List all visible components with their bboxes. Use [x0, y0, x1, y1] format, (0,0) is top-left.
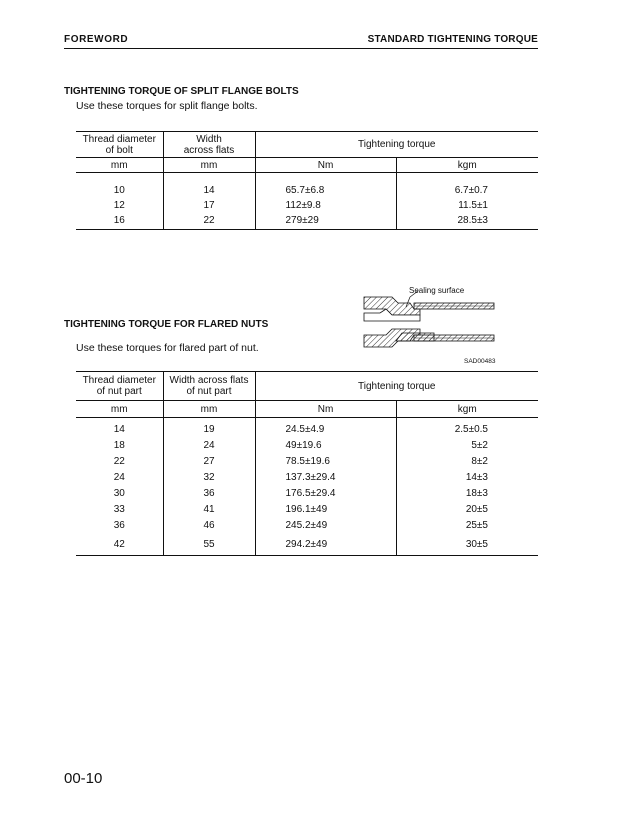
- cell-diameter: 33: [113, 504, 125, 515]
- cell-kgm: 25±5: [396, 518, 538, 534]
- cell-width: 36: [163, 486, 255, 502]
- cell-diameter: 30: [113, 488, 125, 499]
- table-row: [76, 213, 538, 230]
- cell-width: 17: [163, 198, 255, 213]
- table-header-row: [76, 372, 538, 401]
- header-line: Thread diameter: [82, 375, 156, 386]
- cell-kgm: 30±5: [396, 534, 538, 556]
- table-row: [76, 198, 538, 213]
- col-tightening-torque: Tightening torque: [255, 372, 538, 401]
- header-title: STANDARD TIGHTENING TORQUE: [367, 34, 538, 45]
- header-section: FOREWORD: [64, 34, 129, 45]
- cell-diameter: 36: [113, 520, 125, 531]
- cell-nm: 294.2±49: [255, 534, 396, 556]
- table-row: [76, 486, 538, 502]
- cell-nm: 196.1±49: [255, 502, 396, 518]
- table-row: [76, 454, 538, 470]
- cell-nm: 49±19.6: [255, 438, 396, 454]
- unit-cell: Nm: [255, 158, 396, 173]
- cell-kgm: 2.5±0.5: [396, 422, 538, 438]
- unit-cell: mm: [163, 158, 255, 173]
- sealing-surface-label: Sealing surface: [409, 286, 465, 295]
- cell-width: 41: [163, 502, 255, 518]
- cell-width: 19: [163, 422, 255, 438]
- header-line: Thread diameter: [82, 133, 156, 145]
- table-header-row: [76, 132, 538, 158]
- cell-diameter: 22: [113, 456, 125, 467]
- page-header: [64, 30, 538, 49]
- cell-nm: 78.5±19.6: [255, 454, 396, 470]
- cell-kgm: 20±5: [396, 502, 538, 518]
- cell-nm: 65.7±6.8: [255, 183, 396, 198]
- header-line: of nut part: [96, 386, 142, 397]
- col-thread-diameter: [76, 132, 163, 158]
- unit-cell: kgm: [396, 158, 538, 173]
- unit-cell: kgm: [396, 401, 538, 418]
- cell-diameter: 16: [76, 213, 163, 230]
- cell-kgm: 18±3: [396, 486, 538, 502]
- cell-diameter: 18: [113, 440, 125, 451]
- cell-width: 27: [163, 454, 255, 470]
- cell-diameter: 24: [113, 472, 125, 483]
- flared-nut-title: TIGHTENING TORQUE FOR FLARED NUTS: [64, 319, 269, 330]
- col-width-across-flats: [163, 372, 255, 401]
- unit-cell: mm: [76, 401, 163, 418]
- col-tightening-torque: Tightening torque: [255, 132, 538, 158]
- cell-nm: 245.2±49: [255, 518, 396, 534]
- unit-cell: Nm: [255, 401, 396, 418]
- cell-kgm: 6.7±0.7: [396, 183, 538, 198]
- split-flange-note: Use these torques for split flange bolts.: [76, 100, 258, 112]
- cell-nm: 137.3±29.4: [255, 470, 396, 486]
- cell-width: 24: [163, 438, 255, 454]
- cell-width: 55: [163, 534, 255, 556]
- table-row: [76, 518, 538, 534]
- cell-kgm: 11.5±1: [396, 198, 538, 213]
- table-row: [76, 438, 538, 454]
- table-row: [76, 502, 538, 518]
- cell-nm: 176.5±29.4: [255, 486, 396, 502]
- table-row: [76, 183, 538, 198]
- cell-nm: 279±29: [255, 213, 396, 230]
- header-line: Width across flats: [169, 375, 249, 386]
- flared-nut-diagram: [362, 283, 502, 367]
- cell-diameter: 14: [113, 424, 125, 435]
- unit-cell: mm: [163, 401, 255, 418]
- cell-width: 14: [163, 183, 255, 198]
- col-width-across-flats: [163, 132, 255, 158]
- cell-kgm: 28.5±3: [396, 213, 538, 230]
- table-unit-row: [76, 401, 538, 418]
- cell-width: 22: [163, 213, 255, 230]
- cell-nm: 24.5±4.9: [255, 422, 396, 438]
- cell-width: 46: [163, 518, 255, 534]
- cell-kgm: 14±3: [396, 470, 538, 486]
- flared-nut-note: Use these torques for flared part of nut.: [76, 342, 259, 354]
- table-row: [76, 422, 538, 438]
- table-row: [76, 470, 538, 486]
- split-flange-table: [76, 131, 538, 230]
- flared-nut-table: [76, 371, 538, 556]
- table-unit-row: [76, 158, 538, 173]
- page-number: 00-10: [64, 770, 103, 787]
- cell-diameter: 10: [113, 184, 125, 196]
- header-line: Width: [196, 133, 222, 145]
- cell-width: 32: [163, 470, 255, 486]
- unit-cell: mm: [76, 158, 163, 173]
- split-flange-title: TIGHTENING TORQUE OF SPLIT FLANGE BOLTS: [64, 86, 299, 97]
- header-line: of nut part: [186, 386, 232, 397]
- table-row: [76, 534, 538, 556]
- cell-diameter: 12: [113, 199, 125, 211]
- header-line: of bolt: [105, 144, 133, 156]
- cell-kgm: 8±2: [396, 454, 538, 470]
- figure-code: SAD00483: [464, 358, 496, 365]
- header-line: across flats: [183, 144, 235, 156]
- cell-kgm: 5±2: [396, 438, 538, 454]
- nut-upper-section: [364, 297, 420, 315]
- cell-nm: 112±9.8: [255, 198, 396, 213]
- col-thread-diameter: [76, 372, 163, 401]
- cell-diameter: 42: [76, 534, 163, 556]
